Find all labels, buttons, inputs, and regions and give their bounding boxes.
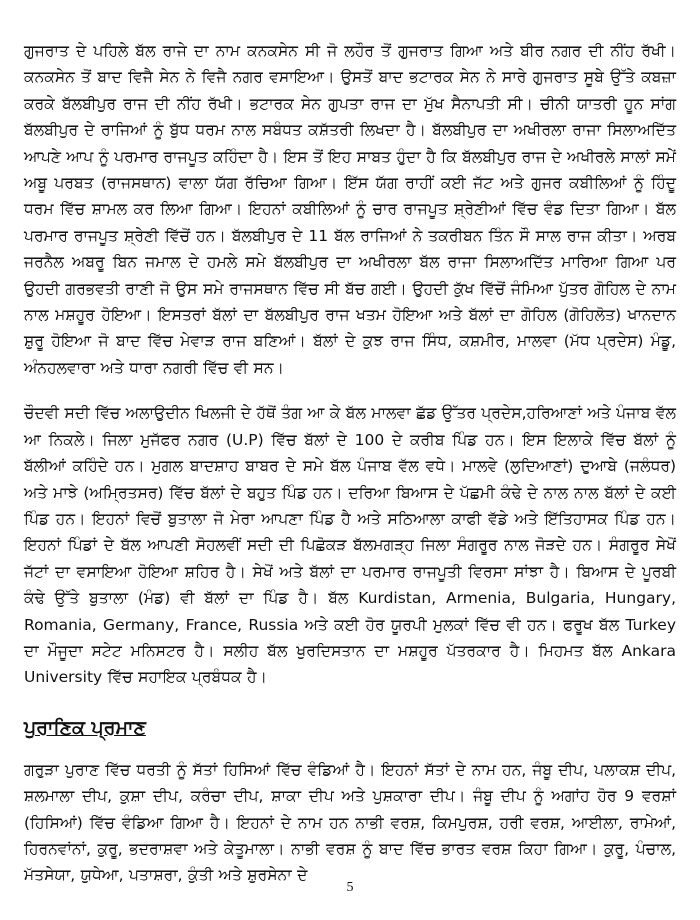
page-number: 5 <box>346 880 354 895</box>
paragraph-3: ਗਰੁੜਾ ਪੁਰਾਣ ਵਿੱਚ ਧਰਤੀ ਨੂੰ ਸੱਤਾਂ ਹਿਸਿਆਂ ਵਿੱਚ ਵੰਡਿਆਂ ਹੈ। ਇਹਨਾਂ ਸੱਤਾਂ ਦੇ ਨਾਮ ਹਨ, ਜੰਬੂ ਦੀਪ, ਪਲਾਕਸ਼ ਦੀਪ, ਸ਼ਲਮਾਲਾ ਦੀਪ, ਕੁਸ਼ਾ ਦੀਪ, ਕਰੰਚਾ ਦੀਪ, ਸ਼ਾਕਾ ਦੀਪ ਅਤੇ ਪੁਸ਼ਕਾਰਾ ਦੀਪ। ਜੰਬੂ ਦੀਪ ਨੂੰ ਅਗਾਂਹ ਹੋਰ 9 ਵਰਸ਼ਾਂ (ਹਿਸਿਆਂ) ਵਿੱਚ ਵੰਡਿਆ ਗਿਆ ਹੈ। ਇਹਨਾਂ ਦੇ ਨਾਮ ਹਨ ਨਾਭੀ ਵਰਸ਼, ਕਿਮਪੁਰਸ਼, ਹਰੀ ਵਰਸ਼, ਆਈਲਾ, ਰਾਮੇਆਂ, ਹਿਰਨਵਾਂਨਾਂ, ਕੁਰੂ, ਭਦਰਾਸ਼ਵਾ ਅਤੇ ਕੇਤੂਮਾਲਾ। ਨਾਭੀ ਵਰਸ਼ ਨੂੰ ਬਾਦ ਵਿੱਚ ਭਾਰਤ ਵਰਸ਼ ਕਿਹਾ ਗਿਆ। ਕੁਰੂ, ਪੰਚਾਲ, ਮੱਤਸੇਯਾ, ਯੁਧੇਆ, ਪਤਾਸ਼ਰਾ, ਕੁੰਤੀ ਅਤੇ ਸ਼ੁਰਸੇਨਾ ਦੇ <box>24 760 676 885</box>
paragraph-2: ਚੌਦਵੀ ਸਦੀ ਵਿੱਚ ਅਲਾਉਦੀਨ ਖਿਲਜੀ ਦੇ ਹੱਥੋਂ ਤੰਗ ਆ ਕੇ ਬੱਲ ਮਾਲਵਾ ਛੱਡ ਉੱਤਰ ਪ੍ਰਦੇਸ,ਹਰਿਆਣਾਂ ਅਤੇ ਪੰਜਾਬ ਵੱਲ ਆ ਨਿਕਲੇ। ਜਿਲਾ ਮੁਜੱਫਰ ਨਗਰ (U.P) ਵਿੱਚ ਬੱਲਾਂ ਦੇ 100 ਦੇ ਕਰੀਬ ਪਿੰਡ ਹਨ। ਇਸ ਇਲਾਕੇ ਵਿੱਚ ਬੱਲਾਂ ਨੂੰ ਬੱਲੀਆਂ ਕਹਿੰਦੇ ਹਨ। ਮੁਗਲ ਬਾਦਸ਼ਾਹ ਬਾਬਰ ਦੇ ਸਮੇ ਬੱਲ ਪੰਜਾਬ ਵੱਲ ਵਧੇ। ਮਾਲਵੇ (ਲੁਦਿਆਣਾਂ) ਦੁਆਬੇ (ਜਲੰਧਰ) ਅਤੇ ਮਾਝੇ (ਅਮ੍ਰਿਤਸਰ) ਵਿੱਚ ਬੱਲਾਂ ਦੇ ਬਹੁਤ ਪਿੰਡ ਹਨ। ਦਰਿਆ ਬਿਆਸ ਦੇ ਪੱਛਮੀ ਕੰਢੇ ਦੇ ਨਾਲ ਨਾਲ ਬੱਲਾਂ ਦੇ ਕਈ ਪਿੰਡ ਹਨ। ਇਹਨਾਂ ਵਿਚੋਂ ਬੁਤਾਲਾ ਜੋ ਮੇਰਾ ਆਪਣਾ ਪਿੰਡ ਹੈ ਅਤੇ ਸਠਿਆਲਾ ਕਾਫੀ ਵੱਡੇ ਅਤੇ ਇੱਤਿਹਾਸਕ ਪਿੰਡ ਹਨ। ਇਹਨਾਂ ਪਿੰਡਾਂ ਦੇ ਬੱਲ ਆਪਣੀ ਸੋਹਲਵੀਂ ਸਦੀ ਦੀ ਪਿਛੋਕੜ ਬੱਲਮਗੜ੍ਹ ਜਿਲਾ ਸੰਗਰੂਰ ਨਾਲ ਜੋੜਦੇ ਹਨ। ਸੰਗਰੂਰ ਸੇਖੋਂ ਜੱਟਾਂ ਦਾ ਵਸਾਇਆ ਹੋਇਆ ਸ਼ਹਿਰ ਹੈ। ਸੇਖੋਂ ਅਤੇ ਬੱਲਾਂ ਦਾ ਪਰਮਾਰ ਰਾਜਪੂਤੀ ਵਿਰਸਾ ਸਾਂਝਾ ਹੈ। ਬਿਆਸ ਦੇ ਪੂਰਬੀ ਕੰਢੇ ਉੱਤੇ ਬੁਤਾਲਾ (ਮੰਡ) ਵੀ ਬੱਲਾਂ ਦਾ ਪਿੰਡ ਹੈ। ਬੱਲ Kurdistan, Armenia, Bulgaria, Hungary, Romania, Germany, France, Russia ਅਤੇ ਕਈ ਹੋਰ ਯੂਰਪੀ ਮੁਲਕਾਂ ਵਿੱਚ ਵੀ ਹਨ। ਫਰੂਖ ਬੱਲ Turkey ਦਾ ਮੌਜੂਦਾ ਸਟੇਟ ਮਨਿਸਟਰ ਹੈ। ਸਲੀਹ ਬੱਲ ਖੁਰਦਿਸਤਾਨ ਦਾ ਮਸ਼ਹੂਰ ਪੱਤਰਕਾਰ ਹੈ। ਮਿਹਮਤ ਬੱਲ Ankara University ਵਿੱਚ ਸਹਾਇਕ ਪ੍ਰਬੰਧਕ ਹੈ। <box>24 404 676 687</box>
paragraph-1: ਗੁਜਰਾਤ ਦੇ ਪਹਿਲੇ ਬੱਲ ਰਾਜੇ ਦਾ ਨਾਮ ਕਨਕਸੇਨ ਸੀ ਜੋ ਲਹੌਰ ਤੋਂ ਗੁਜਰਾਤ ਗਿਆ ਅਤੇ ਬੀਰ ਨਗਰ ਦੀ ਨੀਂਹ ਰੱਖੀ। ਕਨਕਸੇਨ ਤੋਂ ਬਾਦ ਵਿਜੈ ਸੇਨ ਨੇ ਵਿਜੈ ਨਗਰ ਵਸਾਇਆ। ਉਸਤੋਂ ਬਾਦ ਭਟਾਰਕ ਸੇਨ ਨੇ ਸਾਰੇ ਗੁਜਰਾਤ ਸੂਬੇ ਉੱਤੇ ਕਬਜ਼ਾ ਕਰਕੇ ਬੱਲਬੀਪੁਰ ਰਾਜ ਦੀ ਨੀਂਹ ਰੱਖੀ। ਭਟਾਰਕ ਸੇਨ ਗੁਪਤਾ ਰਾਜ ਦਾ ਮੁੱਖ ਸੈਨਾਪਤੀ ਸੀ। ਚੀਨੀ ਯਾਤਰੀ ਹੂਨ ਸਾਂਗ ਬੱਲਬੀਪੁਰ ਦੇ ਰਾਜਿਆਂ ਨੂੰ ਬੁੱਧ ਧਰਮ ਨਾਲ ਸਬੰਧਤ ਕਸ਼ੱਤਰੀ ਲਿਖਦਾ ਹੈ। ਬੱਲਬੀਪੁਰ ਦਾ ਅਖੀਰਲਾ ਰਾਜਾ ਸਿਲਾਅਦਿੱਤ ਆਪਣੇ ਆਪ ਨੂੰ ਪਰਮਾਰ ਰਾਜਪੂਤ ਕਹਿੰਦਾ ਹੈ। ਇਸ ਤੋਂ ਇਹ ਸਾਬਤ ਹੁੰਦਾ ਹੈ ਕਿ ਬੱਲਬੀਪੁਰ ਰਾਜ ਦੇ ਅਖੀਰਲੇ ਸਾਲਾਂ ਸਮੇਂ ਅਬੂ ਪਰਬਤ (ਰਾਜਸਥਾਨ) ਵਾਲਾ ਯੱਗ ਰੱਚਿਆ ਗਿਆ। ਇੱਸ ਯੱਗ ਰਾਹੀਂ ਕਈ ਜੱਟ ਅਤੇ ਗੁਜਰ ਕਬੀਲਿਆਂ ਨੂੰ ਹਿੰਦੂ ਧਰਮ ਵਿੱਚ ਸ਼ਾਮਲ ਕਰ ਲਿਆ ਗਿਆ। ਇਹਨਾਂ ਕਬੀਲਿਆਂ ਨੂੰ ਚਾਰ ਰਾਜਪੂਤ ਸ਼੍ਰੇਣੀਆਂ ਵਿੱਚ ਵੰਡ ਦਿਤਾ ਗਿਆ। ਬੱਲ ਪਰਮਾਰ ਰਾਜਪੂਤ ਸ਼੍ਰੇਣੀ ਵਿੱਚੋਂ ਹਨ। ਬੱਲਬੀਪੁਰ ਦੇ 11 ਬੱਲ ਰਾਜਿਆਂ ਨੇ ਤਕਰੀਬਨ ਤਿੰਨ ਸੌ ਸਾਲ ਰਾਜ ਕੀਤਾ। ਅਰਬ ਜਰਨੈਲ ਅਬਰੂ ਬਿਨ ਜਮਾਲ ਦੇ ਹਮਲੇ ਸਮੇ ਬੱਲਬੀਪੁਰ ਦਾ ਅਖੀਰਲਾ ਬੱਲ ਰਾਜਾ ਸਿਲਾਅਦਿੱਤ ਮਾਰਿਆ ਗਿਆ ਪਰ ਉਹਦੀ ਗਰਭਵਤੀ ਰਾਣੀ ਜੋ ਉਸ ਸਮੇ ਰਾਜਸਥਾਨ ਵਿੱਚ ਸੀ ਬੱਚ ਗਈ। ਉਹਦੀ ਕੁੱਖ ਵਿੱਚੋਂ ਜੰਮਿਆ ਪੁੱਤਰ ਗੋਹਿਲ ਦੇ ਨਾਮ ਨਾਲ ਮਸ਼ਹੂਰ ਹੋਇਆ। ਇਸਤਰਾਂ ਬੱਲਾਂ ਦਾ ਬੱਲਬੀਪੁਰ ਰਾਜ ਖਤਮ ਹੋਇਆ ਅਤੇ ਬੱਲਾਂ ਦਾ ਗੋਹਿਲ (ਗੋਹਿਲੋਤ) ਖਾਨਦਾਨ ਸ਼ੁਰੂ ਹੋਇਆ ਜੋ ਬਾਦ ਵਿੱਚ ਮੇਵਾੜ ਰਾਜ ਬਣਿਆਂ। ਬੱਲਾਂ ਦੇ ਕੁਝ ਰਾਜ ਸਿੰਧ, ਕਸ਼ਮੀਰ, ਮਾਲਵਾ (ਮੱਧ ਪ੍ਰਦੇਸ) ਮੰਡੂ, ਅੰਨਹਲਵਾਰਾ ਅਤੇ ਧਾਰਾ ਨਗਰੀ ਵਿੱਚ ਵੀ ਸਨ। <box>24 42 676 377</box>
section-heading: ਪੁਰਾਣਿਕ ਪ੍ਰਮਾਣ <box>24 716 146 739</box>
